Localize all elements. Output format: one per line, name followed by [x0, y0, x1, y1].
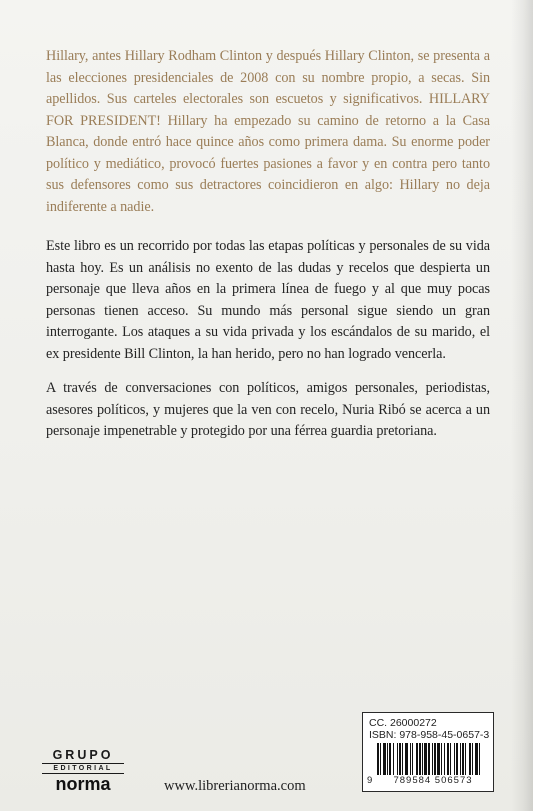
barcode-bar — [472, 743, 473, 775]
barcode-bar — [469, 743, 471, 775]
publisher-website: www.librerianorma.com — [164, 778, 306, 794]
page-edge-shadow — [511, 0, 533, 811]
barcode-bar — [393, 743, 394, 775]
body-paragraph-1: Este libro es un recorrido por todas las etapas políticas y personales de su vida hasta hoy. Es un análisis no exento de las dudas y recelos que despierta un personaje que lleva años en la primera línea de fuego y al que muy pocas personas tienen acceso. Su mundo más personal sigue siendo un gran interrogante. Los ataques a su vida privada y los escándalos de su marido, el ex presidente Bill Clinton, la han herido, pero no han logrado vencerla. — [46, 238, 490, 362]
barcode-first-digit: 9 — [367, 775, 373, 786]
barcode-bar — [456, 743, 458, 775]
barcode-bar — [380, 743, 381, 775]
barcode-bar — [377, 743, 379, 775]
barcode-bar — [383, 743, 386, 775]
barcode-bar — [410, 743, 411, 775]
barcode-bar — [399, 743, 401, 775]
barcode-bar — [479, 743, 480, 775]
barcode-bar — [462, 743, 464, 775]
barcode-label — [362, 712, 494, 792]
barcode-bar — [419, 743, 421, 775]
barcode-bar — [412, 743, 413, 775]
barcode-bar — [424, 743, 427, 775]
publisher-name: norma — [55, 774, 111, 794]
barcode-bar — [454, 743, 455, 775]
barcode-bar — [465, 743, 466, 775]
barcode-bar — [387, 743, 388, 775]
barcode-bar — [444, 743, 445, 775]
intro-paragraph: Hillary, antes Hillary Rodham Clinton y después Hillary Clinton, se presenta a las elecciones presidenciales de 2008 con su nombre propio, a secas. Sin apellidos. Sus carteles electorales son escuetos y significativos. HILLARY FOR PRESIDENT! Hillary ha empezado su camino de retorno a la Casa Blanca, donde entró hace quince años como primera dama. Su enorme poder político y mediático, provocó fuertes pasiones a favor y en contra pero tanto sus defensores como sus detractores coincidieron en algo: Hillary no deja indiferente a nadie. — [46, 48, 490, 215]
barcode-bar — [389, 743, 391, 775]
barcode-bar — [460, 743, 461, 775]
barcode-bar — [397, 743, 398, 775]
barcode-bar — [416, 743, 418, 775]
barcode-digits: 789584 506573 — [393, 775, 473, 786]
publisher-logo — [42, 748, 124, 794]
barcode-bar — [447, 743, 449, 775]
isbn-number: ISBN: 978-958-45-0657-3 — [369, 729, 490, 741]
barcode-bar — [405, 743, 408, 775]
barcode-bar — [428, 743, 430, 775]
barcode-bar — [437, 743, 440, 775]
cc-code: CC. 26000272 — [369, 717, 437, 729]
barcode-bar — [450, 743, 451, 775]
barcode-bar — [422, 743, 423, 775]
barcode-bar — [441, 743, 442, 775]
publisher-grupo: GRUPO — [52, 748, 114, 762]
barcode-bar — [432, 743, 433, 775]
body-paragraph-2: A través de conversaciones con políticos, amigos personales, periodistas, asesores políticos, y mujeres que la ven con recelo, Nuria Ribó se acerca a un personaje impenetrable y protegido por una férrea guardia pretoriana. — [46, 380, 490, 439]
barcode-bar — [434, 743, 436, 775]
barcode-bars — [377, 743, 481, 775]
publisher-editorial: EDITORIAL — [42, 763, 124, 774]
barcode-bar — [402, 743, 403, 775]
barcode-bar — [475, 743, 478, 775]
